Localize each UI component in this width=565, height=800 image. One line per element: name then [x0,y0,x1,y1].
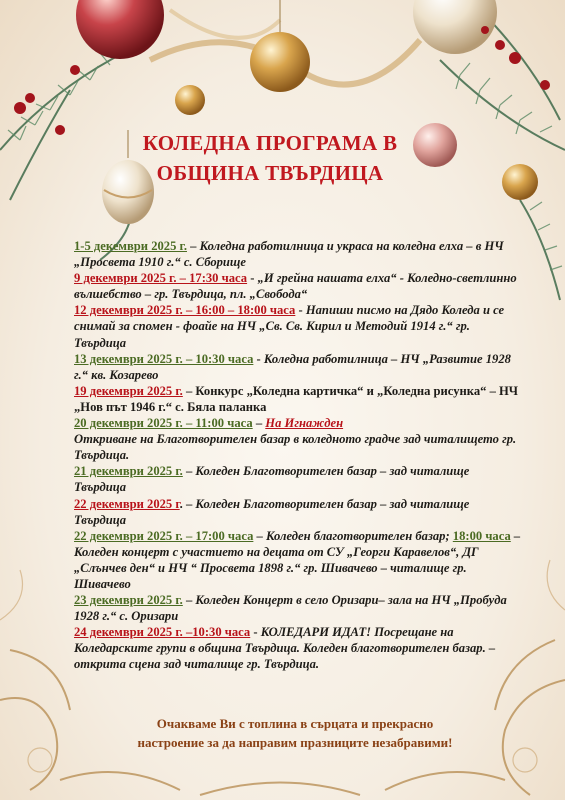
event-text: Коледна работилница – НЧ „Развитие 1928 г.“ кв. Козарево [74,351,511,382]
event-text: Напиши писмо на Дядо Коледа и се снимай за спомен - фоайе на НЧ „Св. Св. Кирил и Методий 1914 г.“ гр. Твърдица [74,303,505,350]
event-separator: – [253,528,266,543]
event-item [74,415,524,463]
event-separator: – [182,464,196,479]
title-line-1: КОЛЕДНА ПРОГРАМА В [142,131,398,155]
event-date: 9 декември 2025 г. – 17:30 часа [74,271,248,286]
event-text: Коледен благотворителен базар; [265,528,453,543]
event-separator: – [182,593,196,608]
event-item [74,624,524,672]
page-title [120,128,420,188]
event-text-2: – Коледен концерт с участието на децата от СУ „Георги Каравелов“, ДГ „Слънчев ден“ и НЧ “ Просвета 1898 г.“ гр. Шивачево – читалище гр. Шивачево [74,528,521,591]
event-highlight: На Игнажден [265,416,344,431]
event-text: Коледен Благотворителен базар – зад читалище Твърдица [74,496,470,527]
event-date: 22 декември 2025 г [74,496,180,511]
event-date: 13 декември 2025 г. – 10:30 часа [74,351,254,366]
closing-line-2: настроение за да направим празниците незабравими! [137,735,453,750]
event-text: „И грейна нашата елха“ - Коледно-светлинно вълшебство – гр. Твърдица, пл. „Свобода“ [74,271,517,302]
event-text: КОЛЕДАРИ ИДАТ! Посрещане на Коледарските групи в община Твърдица. Коледен благотворителен базар. – открита сцена зад читалище гр. Твърдица. [74,625,496,672]
event-text: Откриване на Благотворителен базар в коледното градче зад читалището гр. Твърдица. [74,432,517,463]
event-date: 21 декември 2025 г. [74,464,183,479]
event-date: 12 декември 2025 г. – 16:00 – 18:00 часа [74,303,296,318]
event-date: 24 декември 2025 г. –10:30 часа [74,625,251,640]
event-separator: - [247,271,258,286]
event-item [74,383,524,415]
title-line-2: ОБЩИНА ТВЪРДИЦА [156,161,384,185]
event-separator: – [182,383,196,398]
event-text: Коледна работилница и украса на коледна елха – в НЧ „Просвета 1910 г.“ с. Сборище [74,239,504,270]
event-separator: - [295,303,306,318]
event-text: Коледен Благотворителен базар – зад читалище Твърдица [74,464,470,495]
event-item [74,238,524,270]
event-time: 18:00 часа [452,528,511,543]
event-date: 20 декември 2025 г. – 11:00 часа [74,416,253,431]
event-date: 19 декември 2025 г. [74,383,183,398]
event-date: 1-5 декември 2025 г. [74,239,187,253]
closing-message [100,714,490,752]
gold-ornament [250,32,310,92]
event-item [74,528,524,592]
event-list [74,238,524,673]
event-date: 22 декември 2025 г. – 17:00 часа [74,528,254,543]
event-separator: - [253,351,264,366]
event-item [74,302,524,350]
event-item [74,351,524,383]
event-separator: - [250,625,261,640]
event-text: Коледен Концерт в село Оризари– зала на НЧ „Пробуда 1928 г.“ с. Оризари [74,593,507,624]
event-item [74,496,524,528]
event-separator: – [252,416,266,431]
event-separator: – [187,239,200,253]
closing-line-1: Очакваме Ви с топлина в сърцата и прекрасно [156,716,434,731]
event-item [74,270,524,302]
event-separator: . – [179,496,196,511]
event-text: Конкурс „Коледна картичка“ и „Коледна рисунка“ – НЧ „Нов път 1946 г.“ с. Бяла паланка [74,383,519,414]
event-item [74,592,524,624]
event-date: 23 декември 2025 г. [74,593,183,608]
event-item [74,463,524,495]
